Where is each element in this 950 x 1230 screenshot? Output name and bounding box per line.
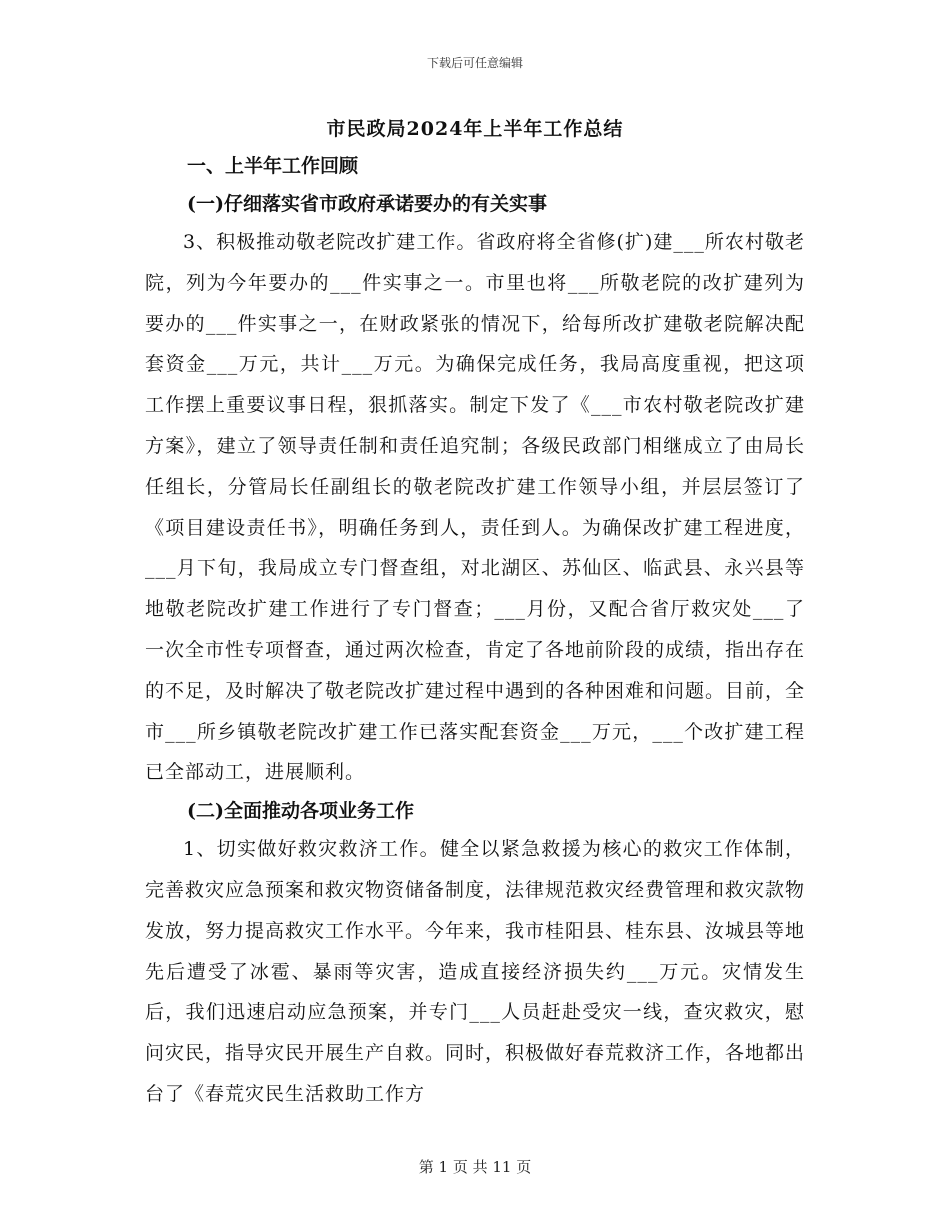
- paragraph-elderly-home: 3、积极推动敬老院改扩建工作。省政府将全省修(扩)建___所农村敬老院，列为今年要办的___件实事之一。市里也将___所敬老院的改扩建列为要办的___件实事之一，在财政紧张的情况下，给每所改扩建敬老院解决配套资金___万元，共计___万元。为确保完成任务，我局高度重视，把这项工作摆上重要议事日程，狠抓落实。制定下发了《___市农村敬老院改扩建方案》，建立了领导责任制和责任追究制；各级民政部门相继成立了由局长任组长，分管局长任副组长的敬老院改扩建工作领导小组，并层层签订了《项目建设责任书》，明确任务到人，责任到人。为确保改扩建工程进度，___月下旬，我局成立专门督查组，对北湖区、苏仙区、临武县、永兴县等地敬老院改扩建工作进行了专门督查；___月份，又配合省厅救灾处___了一次全市性专项督查，通过两次检查，肯定了各地前阶段的成绩，指出存在的不足，及时解决了敬老院改扩建过程中遇到的各种困难和问题。目前，全市___所乡镇敬老院改扩建工作已落实配套资金___万元，___个改扩建工程已全部动工，进展顺利。: [145, 231, 806, 784]
- document-body: [145, 148, 805, 1115]
- subsection-heading-1: (一)仔细落实省市政府承诺要办的有关实事: [187, 193, 547, 215]
- section-heading: 一、上半年工作回顾: [187, 155, 359, 177]
- page-number: 第 1 页 共 11 页: [418, 1158, 532, 1176]
- header-note: 下载后可任意编辑: [426, 56, 523, 70]
- paragraph-disaster-relief: 1、切实做好救灾救济工作。健全以紧急救援为核心的救灾工作体制，完善救灾应急预案和救灾物资储备制度，法律规范救灾经费管理和救灾款物发放，努力提高救灾工作水平。今年来，我市桂阳县、桂东县、汝城县等地先后遭受了冰雹、暴雨等灾害，造成直接经济损失约___万元。灾情发生后，我们迅速启动应急预案，并专门___人员赶赴受灾一线，查灾救灾，慰问灾民，指导灾民开展生产自救。同时，积极做好春荒救济工作，各地都出台了《春荒灾民生活救助工作方: [145, 838, 806, 1105]
- subsection-heading-2: (二)全面推动各项业务工作: [187, 800, 414, 823]
- document-title: 市民政局2024年上半年工作总结: [326, 118, 624, 140]
